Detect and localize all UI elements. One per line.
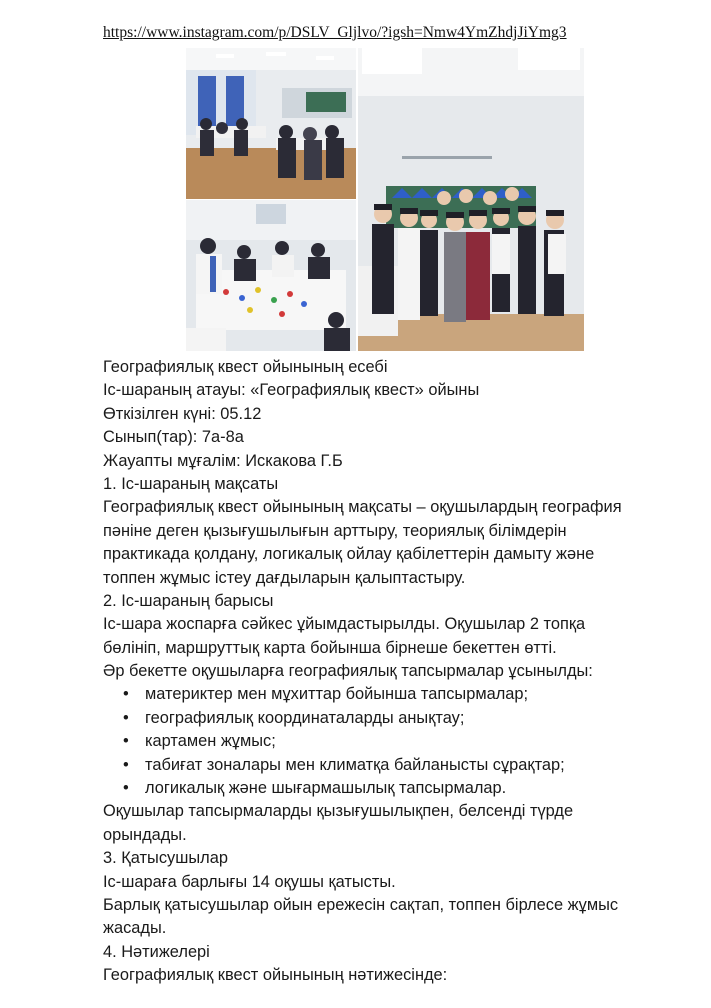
classroom-photo: [186, 48, 356, 199]
paragraph-line: топпен жұмыс істеу дағдыларын қалыптастыру.: [103, 568, 466, 587]
paragraph-line: практикада қолдану, логикалық ойлау қабілеттерін дамыту және: [103, 545, 595, 564]
list-item: [103, 683, 693, 706]
list-item-text: табиғат зоналары мен климатқа байланысты сұрақтар;: [145, 755, 565, 774]
paragraph-line: жасады.: [103, 919, 167, 938]
paragraph-line: Іс-шара жоспарға сәйкес ұйымдастырылды. Оқушылар 2 топқа: [103, 615, 586, 634]
list-item-text: материктер мен мұхиттар бойынша тапсырмалар;: [145, 685, 529, 704]
section-heading: 1. Іс-шараның мақсаты: [103, 474, 279, 493]
bullet-icon: •: [123, 732, 129, 751]
bullet-icon: •: [123, 708, 129, 727]
bullet-icon: •: [123, 755, 129, 774]
list-item: [103, 730, 693, 753]
section-heading: 2. Іс-шараның барысы: [103, 591, 274, 610]
report-title: Географиялық квест ойынының есебі: [103, 358, 388, 376]
paragraph-line: Іс-шараға барлығы 14 оқушы қатысты.: [103, 872, 396, 891]
event-name: Іс-шараның атауы: «Географиялық квест» ойыны: [103, 381, 480, 400]
paragraph-line: бөлініп, маршруттық карта бойынша бірнеше бекеттен өтті.: [103, 638, 557, 657]
report-body: [103, 356, 693, 988]
event-date: Өткізілген күні: 05.12: [103, 404, 262, 423]
paragraph-line: Географиялық квест ойынының мақсаты – оқушылардың география: [103, 498, 622, 517]
paragraph-line: орындады.: [103, 825, 187, 844]
section-heading: 4. Нәтижелері: [103, 942, 210, 961]
source-url[interactable]: https://www.instagram.com/p/DSLV_Gljlvo/?igsh=Nmw4YmZhdjJiYmg3: [103, 24, 567, 41]
list-item-text: логикалық және шығармашылық тапсырмалар.: [145, 779, 507, 798]
game-table-photo: [186, 200, 356, 351]
paragraph-line: пәніне деген қызығушылығын арттыру, теориялық білімдерін: [103, 521, 567, 540]
event-classes: Сынып(тар): 7а-8а: [103, 428, 244, 447]
paragraph-line: Оқушылар тапсырмаларды қызығушылықпен, белсенді түрде: [103, 802, 574, 821]
list-item-text: географиялық координаталарды анықтау;: [145, 708, 465, 727]
list-item-text: картамен жұмыс;: [145, 732, 276, 751]
list-item: [103, 754, 693, 777]
paragraph-line: Барлық қатысушылар ойын ережесін сақтап, топпен бірлесе жұмыс: [103, 895, 619, 914]
group-photo: [358, 48, 584, 351]
paragraph-line: Географиялық квест ойынының нәтижесінде:: [103, 966, 448, 985]
section-heading: 3. Қатысушылар: [103, 849, 228, 868]
list-item: [103, 707, 693, 730]
paragraph-line: Әр бекетте оқушыларға географиялық тапсырмалар ұсынылды:: [103, 662, 593, 681]
responsible-teacher: Жауапты мұғалім: Искакова Г.Б: [103, 451, 343, 470]
bullet-icon: •: [123, 779, 129, 798]
bullet-icon: •: [123, 685, 129, 704]
list-item: [103, 777, 693, 800]
